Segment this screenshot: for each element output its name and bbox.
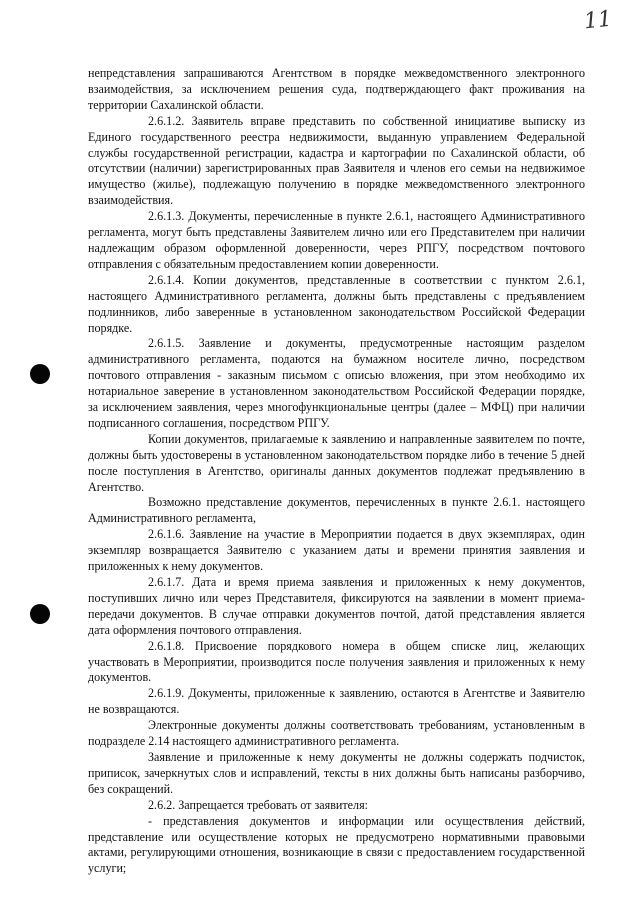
handwritten-page-number: 11 [582, 6, 614, 35]
paragraph: Копии документов, прилагаемые к заявлению и направленные заявителем по почте, должны быть удостоверены в установленном законодательством порядке либо в течение 5 дней после поступления в Агентство, оригиналы данных документов подлежат предъявлению в Агентство. [88, 431, 585, 494]
paragraph: 2.6.1.7. Дата и время приема заявления и приложенных к нему документов, поступивших лично или через Представителя, фиксируются на заявлении в момент приема-передачи документов. В случае отправки документов почтой, датой представления является дата оформления почтового отправления. [88, 575, 585, 637]
paragraph: 2.6.1.9. Документы, приложенные к заявлению, остаются в Агентстве и Заявителю не возвращаются. [88, 686, 585, 717]
paragraph: Возможно представление документов, перечисленных в пункте 2.6.1. настоящего Административного регламента, [88, 495, 585, 526]
paragraph: 2.6.1.8. Присвоение порядкового номера в общем списке лиц, желающих участвовать в Мероприятии, производится после получения заявления и приложенных к нему документов. [88, 638, 585, 685]
document-body [88, 66, 585, 877]
punch-hole [30, 364, 50, 384]
paragraph: Электронные документы должны соответствовать требованиям, установленным в подразделе 2.14 настоящего административного регламента. [88, 718, 585, 749]
paragraph: 2.6.2. Запрещается требовать от заявителя: [148, 797, 368, 812]
paragraph: 2.6.1.3. Документы, перечисленные в пункте 2.6.1, настоящего Административного регламента, могут быть представлены Заявителем лично или его Представителем при наличии надлежащим образом оформленной доверенности, через РПГУ, посредством почтового отправления с обязательным предоставлением копии доверенности. [88, 209, 585, 271]
punch-hole [30, 604, 50, 624]
paragraph: - представления документов и информации или осуществления действий, представление или осуществление которых не предусмотрено нормативными правовыми актами, регулирующими отношения, возникающие в связи с предоставлением государственной услуги; [88, 813, 585, 876]
paragraph: 2.6.1.4. Копии документов, представленные в соответствии с пунктом 2.6.1, настоящего Административного регламента, должны быть представлены с предъявлением подлинников, либо заверенные в установленном законодательством Российской Федерации порядке. [88, 272, 585, 335]
paragraph: 2.6.1.2. Заявитель вправе представить по собственной инициативе выписку из Единого государственного реестра недвижимости, выданную управлением Федеральной службы государственной регистрации, кадастра и картографии по Сахалинской области, об отсутствии (наличии) зарегистрированных прав Заявителя и членов его семьи на недвижимое имущество (жилье), подлежащую получению в порядке межведомственного электронного взаимодействия. [88, 113, 585, 208]
paragraph: 2.6.1.5. Заявление и документы, предусмотренные настоящим разделом административного регламента, подаются на бумажном носителе лично, посредством почтового отправления - заказным письмом с описью вложения, при этом необходимо их нотариальное заверение в установленном законодательством Российской Федерации порядке, за исключением заявления, через многофункциональные центры (далее – МФЦ) при наличии подписанного соглашения, посредством РПГУ. [88, 336, 585, 430]
paragraph: Заявление и приложенные к нему документы не должны содержать подчисток, приписок, зачеркнутых слов и исправлений, тексты в них должны быть написаны разборчиво, без сокращений. [88, 749, 585, 796]
paragraph: 2.6.1.6. Заявление на участие в Мероприятии подается в двух экземплярах, один экземпляр возвращается Заявителю с указанием даты и времени принятия заявления и приложенных к нему документов. [88, 527, 585, 574]
paragraph: непредставления запрашиваются Агентством в порядке межведомственного электронного взаимодействия, за исключением решения суда, подтверждающего факт проживания на территории Сахалинской области. [88, 66, 585, 112]
